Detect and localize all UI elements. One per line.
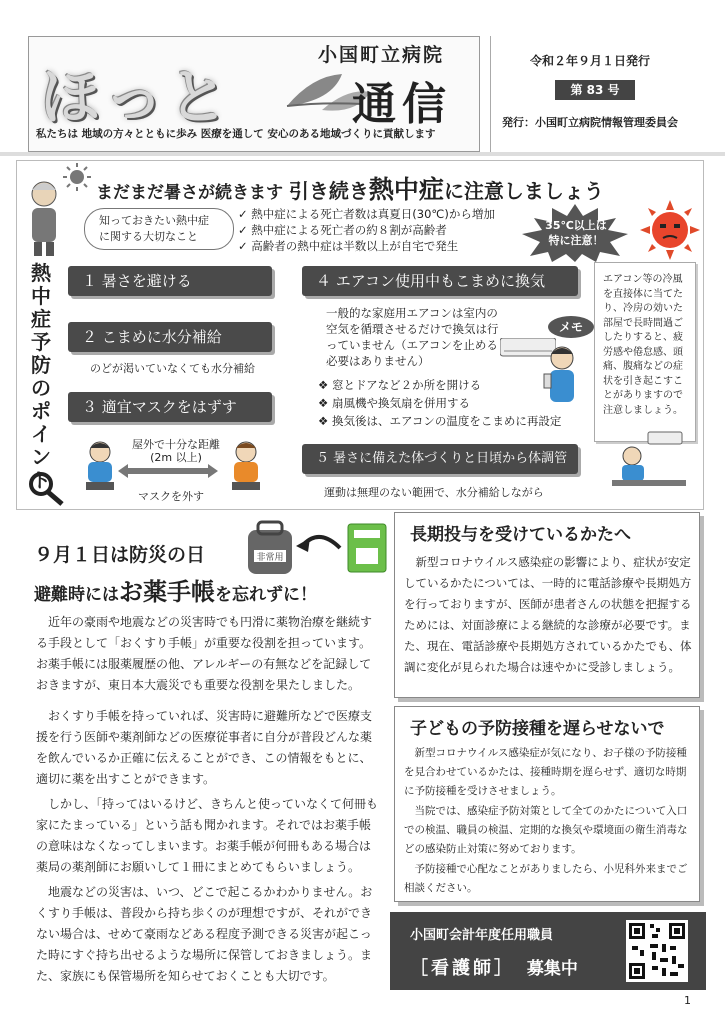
recruitment-title: 小国町会計年度任用職員 <box>410 928 554 943</box>
heatstroke-title-c: に注意しましょう <box>443 179 604 203</box>
aircon-caution-note: エアコン等の冷風を直接体に当てたり、冷房の効いた部屋で長時間過ごしたりすると、疲労感や倦怠感、頭痛、腹痛などの症状を引き起こすことがありますので注意しましょう。 <box>594 262 696 442</box>
fact-item: ✓ 熱中症による死亡者数は真夏日(30℃)から増加 <box>238 207 495 221</box>
person-drinking-icon <box>80 440 120 496</box>
medicine-notebook-title: 避難時にはお薬手帳を忘れずに！ <box>34 578 317 606</box>
emergency-bag-label: 非常用 <box>256 553 284 563</box>
disaster-paragraph: 地震などの災害は、いつ、どこで起こるかわかりません。おくすり手帳は、普段から持ち歩くのが理想ですが、それができない場合は、せめて豪雨などある程度予測できる災害が起こった時にすぐ持ち出せるような場所に保管しておきましょう。また、家族にも保管場所を知らせておくことも大切です。 <box>36 885 373 983</box>
diamond-bullet-icon: ❖ <box>318 414 332 428</box>
long-term-title: 長期投与を受けているかたへ <box>410 525 631 545</box>
point-4-tips <box>318 376 561 430</box>
disaster-day-title: ９月１日は防災の日 <box>34 544 206 566</box>
point-3: ３ 適宜マスクをはずす <box>68 392 272 422</box>
vaccination-paragraph: 新型コロナウイルス感染症が気になり、お子様の予防接種を見合わせているかたは、接種時期を遅らせず、適切な時期に予防接種を受けさせましょう。 <box>404 747 687 797</box>
issue-date: 令和２年９月１日発行 <box>530 54 651 68</box>
tip-item: ❖ 換気後は、エアコンの温度をこまめに再設定 <box>318 414 562 428</box>
check-icon: ✓ <box>238 223 252 237</box>
recruitment-job: ［看護師］ 募集中 <box>410 958 578 979</box>
distance-arrow-icon <box>118 464 218 478</box>
heatstroke-title-pre: まだまだ暑さが続きます <box>96 183 283 203</box>
elderly-man-icon <box>22 178 66 258</box>
curved-arrow-icon <box>296 530 342 556</box>
disaster-paragraph: おくすり手帳を持っていれば、災害時に避難所などで医療支援を行う医師や薬剤師などの医療従事者に自分が普段どんな薬を飲んでいるか正確に伝えることができ、この情報をもとに、適切に薬を出すことができます。 <box>36 709 373 786</box>
sun-small-icon <box>62 162 92 192</box>
heatstroke-title-a: 引き続き <box>288 179 369 203</box>
vaccination-paragraph: 予防接種で心配なことがありましたら、小児科外来までご相談ください。 <box>404 863 688 894</box>
warning-text: 35℃以上は 特に注意！ <box>545 219 607 247</box>
vaccination-title: 子どもの予防接種を遅らせないで <box>410 719 665 739</box>
point-5-note: 運動は無理のない範囲で、水分補給しながら <box>324 486 544 499</box>
point-3-note: マスクを外す <box>138 490 204 503</box>
magnifier-icon <box>26 470 66 506</box>
point-5: ５ 暑さに備えた体づくりと日頃から体調管理 <box>302 444 578 474</box>
issue-number: 第 83 号 <box>555 80 635 100</box>
emergency-bag-icon <box>244 520 296 576</box>
fact-item: ✓ 熱中症による死亡者の約８割が高齢者 <box>238 223 447 237</box>
person-drinking-icon <box>226 440 266 496</box>
point-4: ４ エアコン使用中もこまめに換気 <box>302 266 578 296</box>
tip-item: ❖ 窓とドアなど２か所を開ける <box>318 378 482 392</box>
long-term-text: 新型コロナウイルス感染症の影響により、症状が安定しているかたについては、一時的に電話診療や長期処方を行っておりますが、医師が患者さんの状態を把握するためには、対面診療による継続的な診療が必要です。また、現在、電話診療や長期処方されているかたでも、体調に変化が見られた場合は速やかに受診しましょう。 <box>404 555 692 674</box>
point-3-distance: 屋外で十分な距離 (2m 以上) <box>132 438 220 464</box>
point-4-text: 一般的な家庭用エアコンは室内の空気を循環させるだけで換気は行っていません（エアコンを止める必要はありません） <box>326 306 499 368</box>
heatstroke-title <box>96 170 604 206</box>
facts-list <box>238 206 495 254</box>
newsletter-name: 通信 <box>352 79 452 130</box>
memo-bubble: メモ <box>548 316 594 338</box>
tip-item: ❖ 扇風機や換気扇を併用する <box>318 396 470 410</box>
publisher: 発行：小国町立病院情報管理委員会 <box>502 116 678 129</box>
check-icon: ✓ <box>238 207 252 221</box>
prevention-points-vertical-title: 熱中症予防のポイント <box>31 261 51 492</box>
medicine-notebook-icon <box>346 522 388 574</box>
facts-label-bubble <box>84 208 234 250</box>
page-number: 1 <box>684 994 691 1007</box>
disaster-paragraph: しかし、「持ってはいるけど、きちんと使っていなくて何冊も家にたまっている」という話も聞かれます。それではお薬手帳の意味はなくなってしまいます。お薬手帳が何冊もある場合は薬局の薬剤師にお願いして１冊にまとめてもらいましょう。 <box>36 797 379 874</box>
vaccination-paragraph: 当院では、感染症予防対策として全てのかたについて入口での検温、職員の検温、定期的な換気や環境面の衛生消毒などの感染防止対策に努めております。 <box>404 805 688 855</box>
angry-sun-icon <box>640 200 700 260</box>
heatstroke-title-b: 熱中症 <box>368 175 444 204</box>
point-2: ２ こまめに水分補給 <box>68 322 272 352</box>
qr-code-icon[interactable] <box>626 920 688 982</box>
diamond-bullet-icon: ❖ <box>318 396 332 410</box>
motto: 私たちは 地域の方々とともに歩み 医療を通して 安心のある地域づくりに貢献します <box>36 128 436 140</box>
fact-item: ✓ 高齢者の熱中症は半数以上が自宅で発生 <box>238 239 459 253</box>
point-2-note: のどが渇いていなくても水分補給 <box>90 362 255 375</box>
point-1: １ 暑さを避ける <box>68 266 272 296</box>
header-divider <box>0 152 725 156</box>
hospital-name: 小国町立病院 <box>318 44 445 66</box>
check-icon: ✓ <box>238 239 252 253</box>
disaster-paragraph: 近年の豪雨や地震などの災害時でも円滑に薬物治療を継続する手段として「おくすり手帳」が重要な役割を担っています。お薬手帳には服薬履歴の他、アレルギーの有無などを記録しておきますが、東日本大震災でも重要な役割を果たしました。 <box>36 615 373 692</box>
facts-label-line1: 知っておきたい熱中症 <box>99 214 209 227</box>
facts-label-line2: に関する大切なこと <box>99 230 198 243</box>
person-at-desk-icon <box>612 430 686 490</box>
masthead-logo-text: ほっと <box>40 63 232 133</box>
diamond-bullet-icon: ❖ <box>318 378 332 392</box>
